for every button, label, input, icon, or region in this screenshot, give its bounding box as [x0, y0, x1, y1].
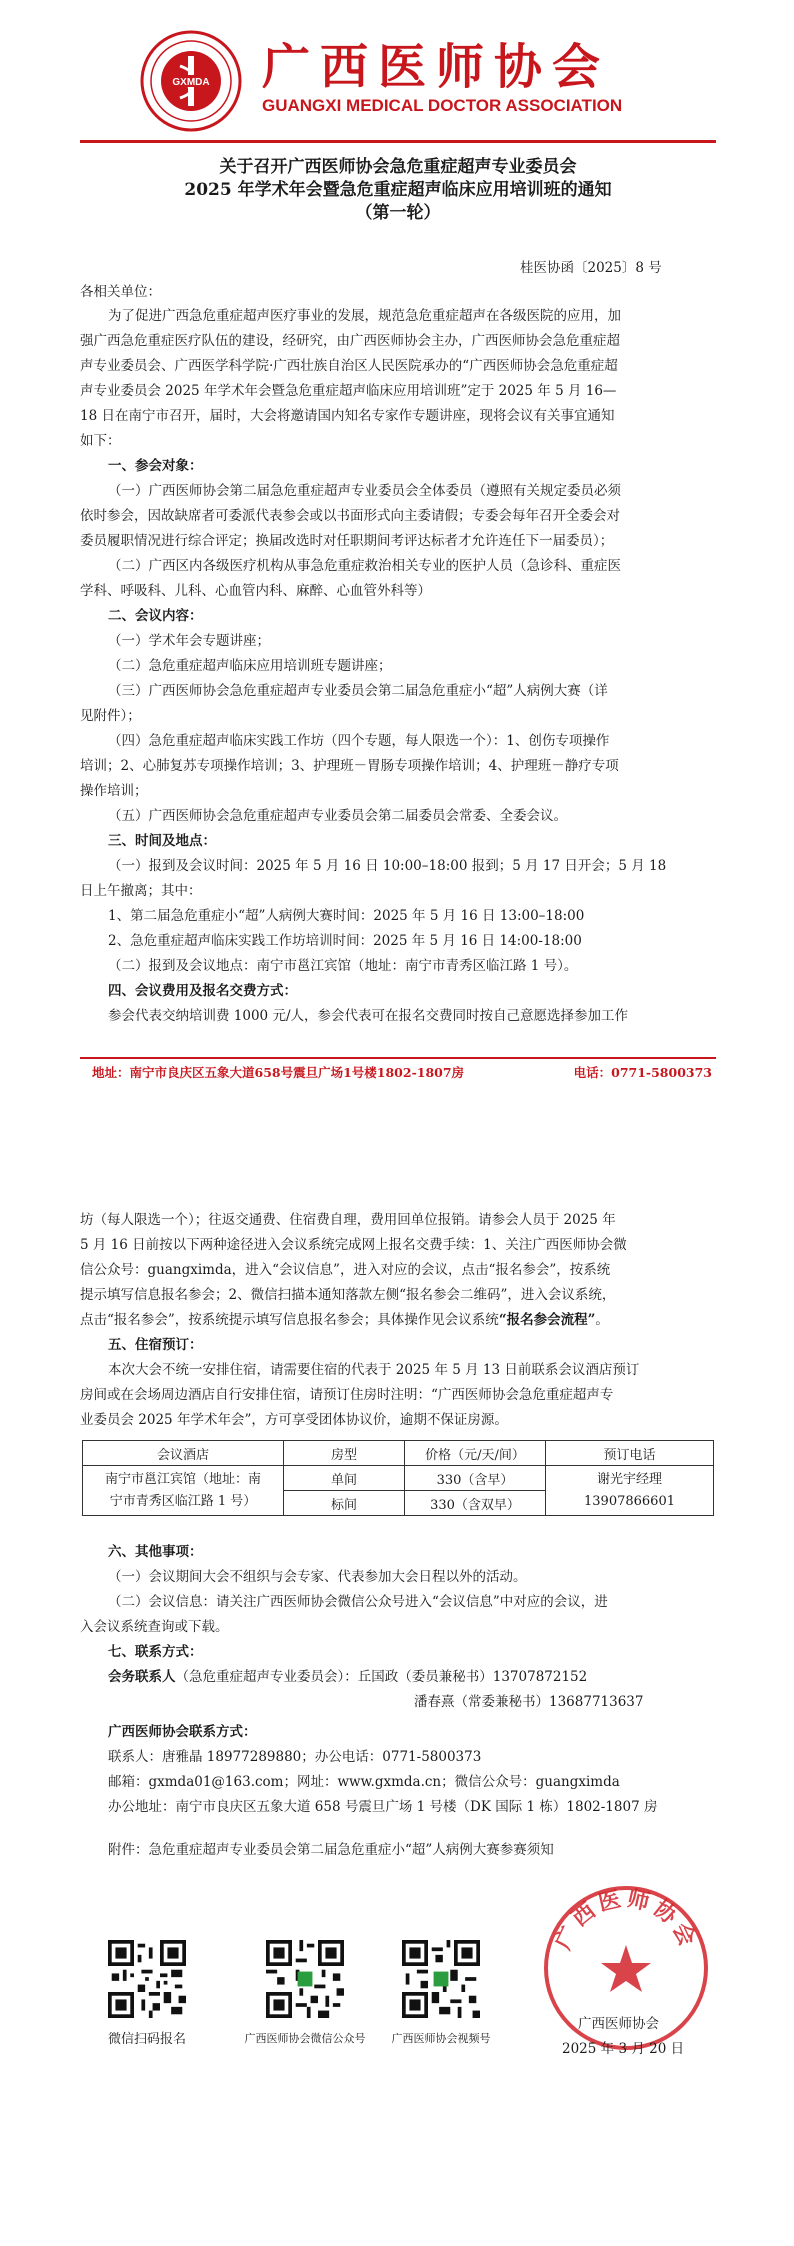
price-cell: 330（含早） — [405, 1466, 546, 1491]
signature-date: 2025 年 3 月 20 日 — [562, 2041, 685, 2057]
body-line: （二）急危重症超声临床应用培训班专题讲座； — [108, 658, 392, 674]
org-name-cn: 广西医师协会 — [262, 39, 611, 95]
body-text: 点击“报名参会”，按系统提示填写信息报名参会；具体操作见会议系统 — [80, 1312, 499, 1328]
footer-phone: 电话：0771-5800373 — [573, 1065, 712, 1080]
svg-text:GXMDA: GXMDA — [172, 77, 210, 88]
body-line: 培训；2、心肺复苏专项操作培训；3、护理班－胃肠专项操作培训；4、护理班－静疗专项 — [80, 758, 619, 774]
section-heading: 六、其他事项： — [108, 1544, 203, 1560]
price-cell: 330（含双早） — [405, 1491, 546, 1516]
assoc-contact-line: 邮箱：gxmda01@163.com；网址：www.gxmda.cn；微信公众号：guangximda — [108, 1774, 620, 1790]
body-line: （五）广西医师协会急危重症超声专业委员会第二届委员会常委、全委会议。 — [108, 808, 567, 824]
intro-line: 声专业委员会 2025 年学术年会暨急危重症超声临床应用培训班”定于 2025 年 5 月 16— — [80, 383, 617, 399]
body-line: 参会代表交纳培训费 1000 元/人，参会代表可在报名交费同时按自己意愿选择参加工作 — [108, 1008, 628, 1024]
affairs-detail: （急危重症超声专业委员会）：丘国政（委员兼秘书）13707872152 — [175, 1669, 588, 1685]
room-type-cell: 标间 — [284, 1491, 405, 1516]
assoc-contact-line: 联系人：唐雅晶 18977289880；办公电话：0771-5800373 — [108, 1749, 482, 1765]
signup-qr-caption: 微信扫码报名 — [107, 2032, 186, 2047]
intro-line: 18 日在南宁市召开，届时，大会将邀请国内知名专家作专题讲座，现将会议有关事宜通知 — [80, 408, 615, 424]
section-heading: 七、联系方式： — [108, 1644, 203, 1660]
table-header: 会议酒店 — [83, 1441, 284, 1466]
contact-cell — [546, 1466, 714, 1516]
body-line: 入会议系统查询或下载。 — [80, 1619, 229, 1635]
body-line: 委员履职情况进行综合评定；换届改选时对任职期间考评达标者才允许连任下一届委员）； — [80, 533, 614, 549]
assoc-contact-line: 办公地址：南宁市良庆区五象大道 658 号震旦广场 1 号楼（DK 国际 1 栋）1802-1807 房 — [108, 1799, 658, 1815]
body-line: 坊（每人限选一个）；往返交通费、住宿费自理，费用回单位报销。请参会人员于 2025 年 — [80, 1212, 616, 1228]
contact-name: 谢光宇经理 — [596, 1471, 662, 1487]
hotel-name: 南宁市邕江宾馆（地址：南 — [104, 1471, 261, 1487]
intro-line: 声专业委员会、广西医学科学院·广西壮族自治区人民医院承办的“广西医师协会急危重症超 — [80, 358, 618, 374]
doc-title-line2: 2025 年学术年会暨急危重症超声临床应用培训班的通知 — [184, 180, 612, 200]
doc-title-line1: 关于召开广西医师协会急危重症超声专业委员会 — [219, 157, 577, 177]
doc-title-line3: （第一轮） — [355, 203, 441, 223]
body-line: 操作培训； — [80, 783, 148, 799]
section-heading: 一、参会对象： — [108, 458, 203, 474]
signup-flow-text: “报名参会流程” — [498, 1312, 596, 1328]
body-line: （二）报到及会议地点：南宁市邕江宾馆（地址：南宁市青秀区临江路 1 号）。 — [108, 958, 578, 974]
video-channel-qr-caption: 广西医师协会视频号 — [391, 2032, 491, 2045]
body-line: （一）学术年会专题讲座； — [108, 633, 270, 649]
section-heading: 三、时间及地点： — [108, 833, 216, 849]
section-heading: 五、住宿预订： — [108, 1337, 203, 1353]
header-divider — [80, 140, 716, 143]
signature-org: 广西医师协会 — [578, 2016, 659, 2032]
affairs-contact-line — [108, 1667, 587, 1687]
body-line: 房间或在会场周边酒店自行安排住宿，请预订住房时注明：“广西医师协会急危重症超声专 — [80, 1387, 614, 1403]
body-line: 见附件）； — [80, 708, 141, 724]
body-line: （一）报到及会议时间：2025 年 5 月 16 日 10:00–18:00 报到；5 月 17 日开会；5 月 18 — [108, 858, 667, 874]
body-line: 本次大会不统一安排住宿，请需要住宿的代表于 2025 年 5 月 13 日前联系会议酒店预订 — [108, 1362, 640, 1378]
body-line — [80, 1310, 609, 1330]
section-heading: 四、会议费用及报名交费方式： — [108, 983, 297, 999]
body-line: 依时参会，因故缺席者可委派代表参会或以书面形式向主委请假；专委会每年召开全委会对 — [80, 508, 620, 524]
body-line: 提示填写信息报名参会；2、微信扫描本通知落款左侧“报名参会二维码”，进入会议系统， — [80, 1287, 616, 1303]
hotel-cell — [83, 1466, 284, 1516]
body-line: （一）会议期间大会不组织与会专家、代表参加大会日程以外的活动。 — [108, 1569, 527, 1585]
body-line: 日上午撤离；其中： — [80, 883, 202, 899]
wechat-official-qr-caption: 广西医师协会微信公众号 — [244, 2032, 366, 2045]
section-heading: 二、会议内容： — [108, 608, 203, 624]
hotel-address: 宁市青秀区临江路 1 号） — [109, 1493, 257, 1509]
video-channel-qr-code-icon[interactable] — [402, 1940, 480, 2018]
svg-text:广西医师协会: 广西医师协会 — [550, 1885, 702, 1954]
body-line: 学科、呼吸科、儿科、心血管内科、麻醉、心血管外科等） — [80, 583, 431, 599]
table-row — [83, 1466, 714, 1491]
table-header: 价格（元/天/间） — [405, 1441, 546, 1466]
intro-line: 如下： — [80, 433, 121, 449]
body-line: （三）广西医师协会急危重症超声专业委员会第二届急危重症小“超”人病例大赛（详 — [108, 683, 608, 699]
body-line: （一）广西医师协会第二届急危重症超声专业委员会全体委员（遵照有关规定委员必须 — [108, 483, 621, 499]
wechat-official-qr-code-icon[interactable] — [266, 1940, 344, 2018]
room-type-cell: 单间 — [284, 1466, 405, 1491]
body-line: （四）急危重症超声临床实践工作坊（四个专题，每人限选一个）：1、创伤专项操作 — [108, 733, 610, 749]
footer-divider — [80, 1057, 716, 1059]
attachment-note: 附件：急危重症超声专业委员会第二届急危重症小“超”人病例大赛参赛须知 — [108, 1842, 554, 1858]
table-header: 房型 — [284, 1441, 405, 1466]
body-text: 。 — [595, 1312, 609, 1328]
gxmda-logo-icon — [140, 30, 242, 132]
body-line: （二）会议信息：请关注广西医师协会微信公众号进入“会议信息”中对应的会议，进 — [108, 1594, 608, 1610]
table-header-row — [83, 1441, 714, 1466]
body-line: 信公众号：guangximda，进入“会议信息”，进入对应的会议，点击“报名参会”，按系统 — [80, 1262, 611, 1278]
table-header: 预订电话 — [546, 1441, 714, 1466]
affairs-contact-line: 潘春熹（常委兼秘书）13687713637 — [414, 1694, 644, 1710]
intro-line: 强广西急危重症医疗队伍的建设，经研究，由广西医师协会主办，广西医师协会急危重症超 — [80, 333, 620, 349]
footer-address: 地址：南宁市良庆区五象大道658号震旦广场1号楼1802-1807房 — [92, 1065, 465, 1080]
body-line: 5 月 16 日前按以下两种途径进入会议系统完成网上报名交费手续：1、关注广西医师协会微 — [80, 1237, 627, 1253]
body-line: 业委员会 2025 年学术年会”，方可享受团体协议价，逾期不保证房源。 — [80, 1412, 508, 1428]
assoc-contact-heading: 广西医师协会联系方式： — [108, 1724, 257, 1740]
body-line: （二）广西区内各级医疗机构从事急危重症救治相关专业的医护人员（急诊科、重症医 — [108, 558, 621, 574]
affairs-label: 会务联系人 — [108, 1669, 176, 1685]
contact-phone: 13907866601 — [584, 1493, 675, 1509]
doc-number: 桂医协函〔2025〕8 号 — [520, 260, 662, 276]
intro-line: 为了促进广西急危重症超声医疗事业的发展，规范急危重症超声在各级医院的应用，加 — [108, 308, 621, 324]
signup-qr-code-icon[interactable] — [108, 1940, 186, 2018]
hotel-table — [82, 1440, 714, 1516]
body-line: 2、急危重症超声临床实践工作坊培训时间：2025 年 5 月 16 日 14:00-18:00 — [108, 933, 582, 949]
salutation: 各相关单位： — [80, 284, 161, 300]
org-name-en: GUANGXI MEDICAL DOCTOR ASSOCIATION — [262, 96, 623, 115]
body-line: 1、第二届急危重症小“超”人病例大赛时间：2025 年 5 月 16 日 13:00–18:00 — [108, 908, 585, 924]
